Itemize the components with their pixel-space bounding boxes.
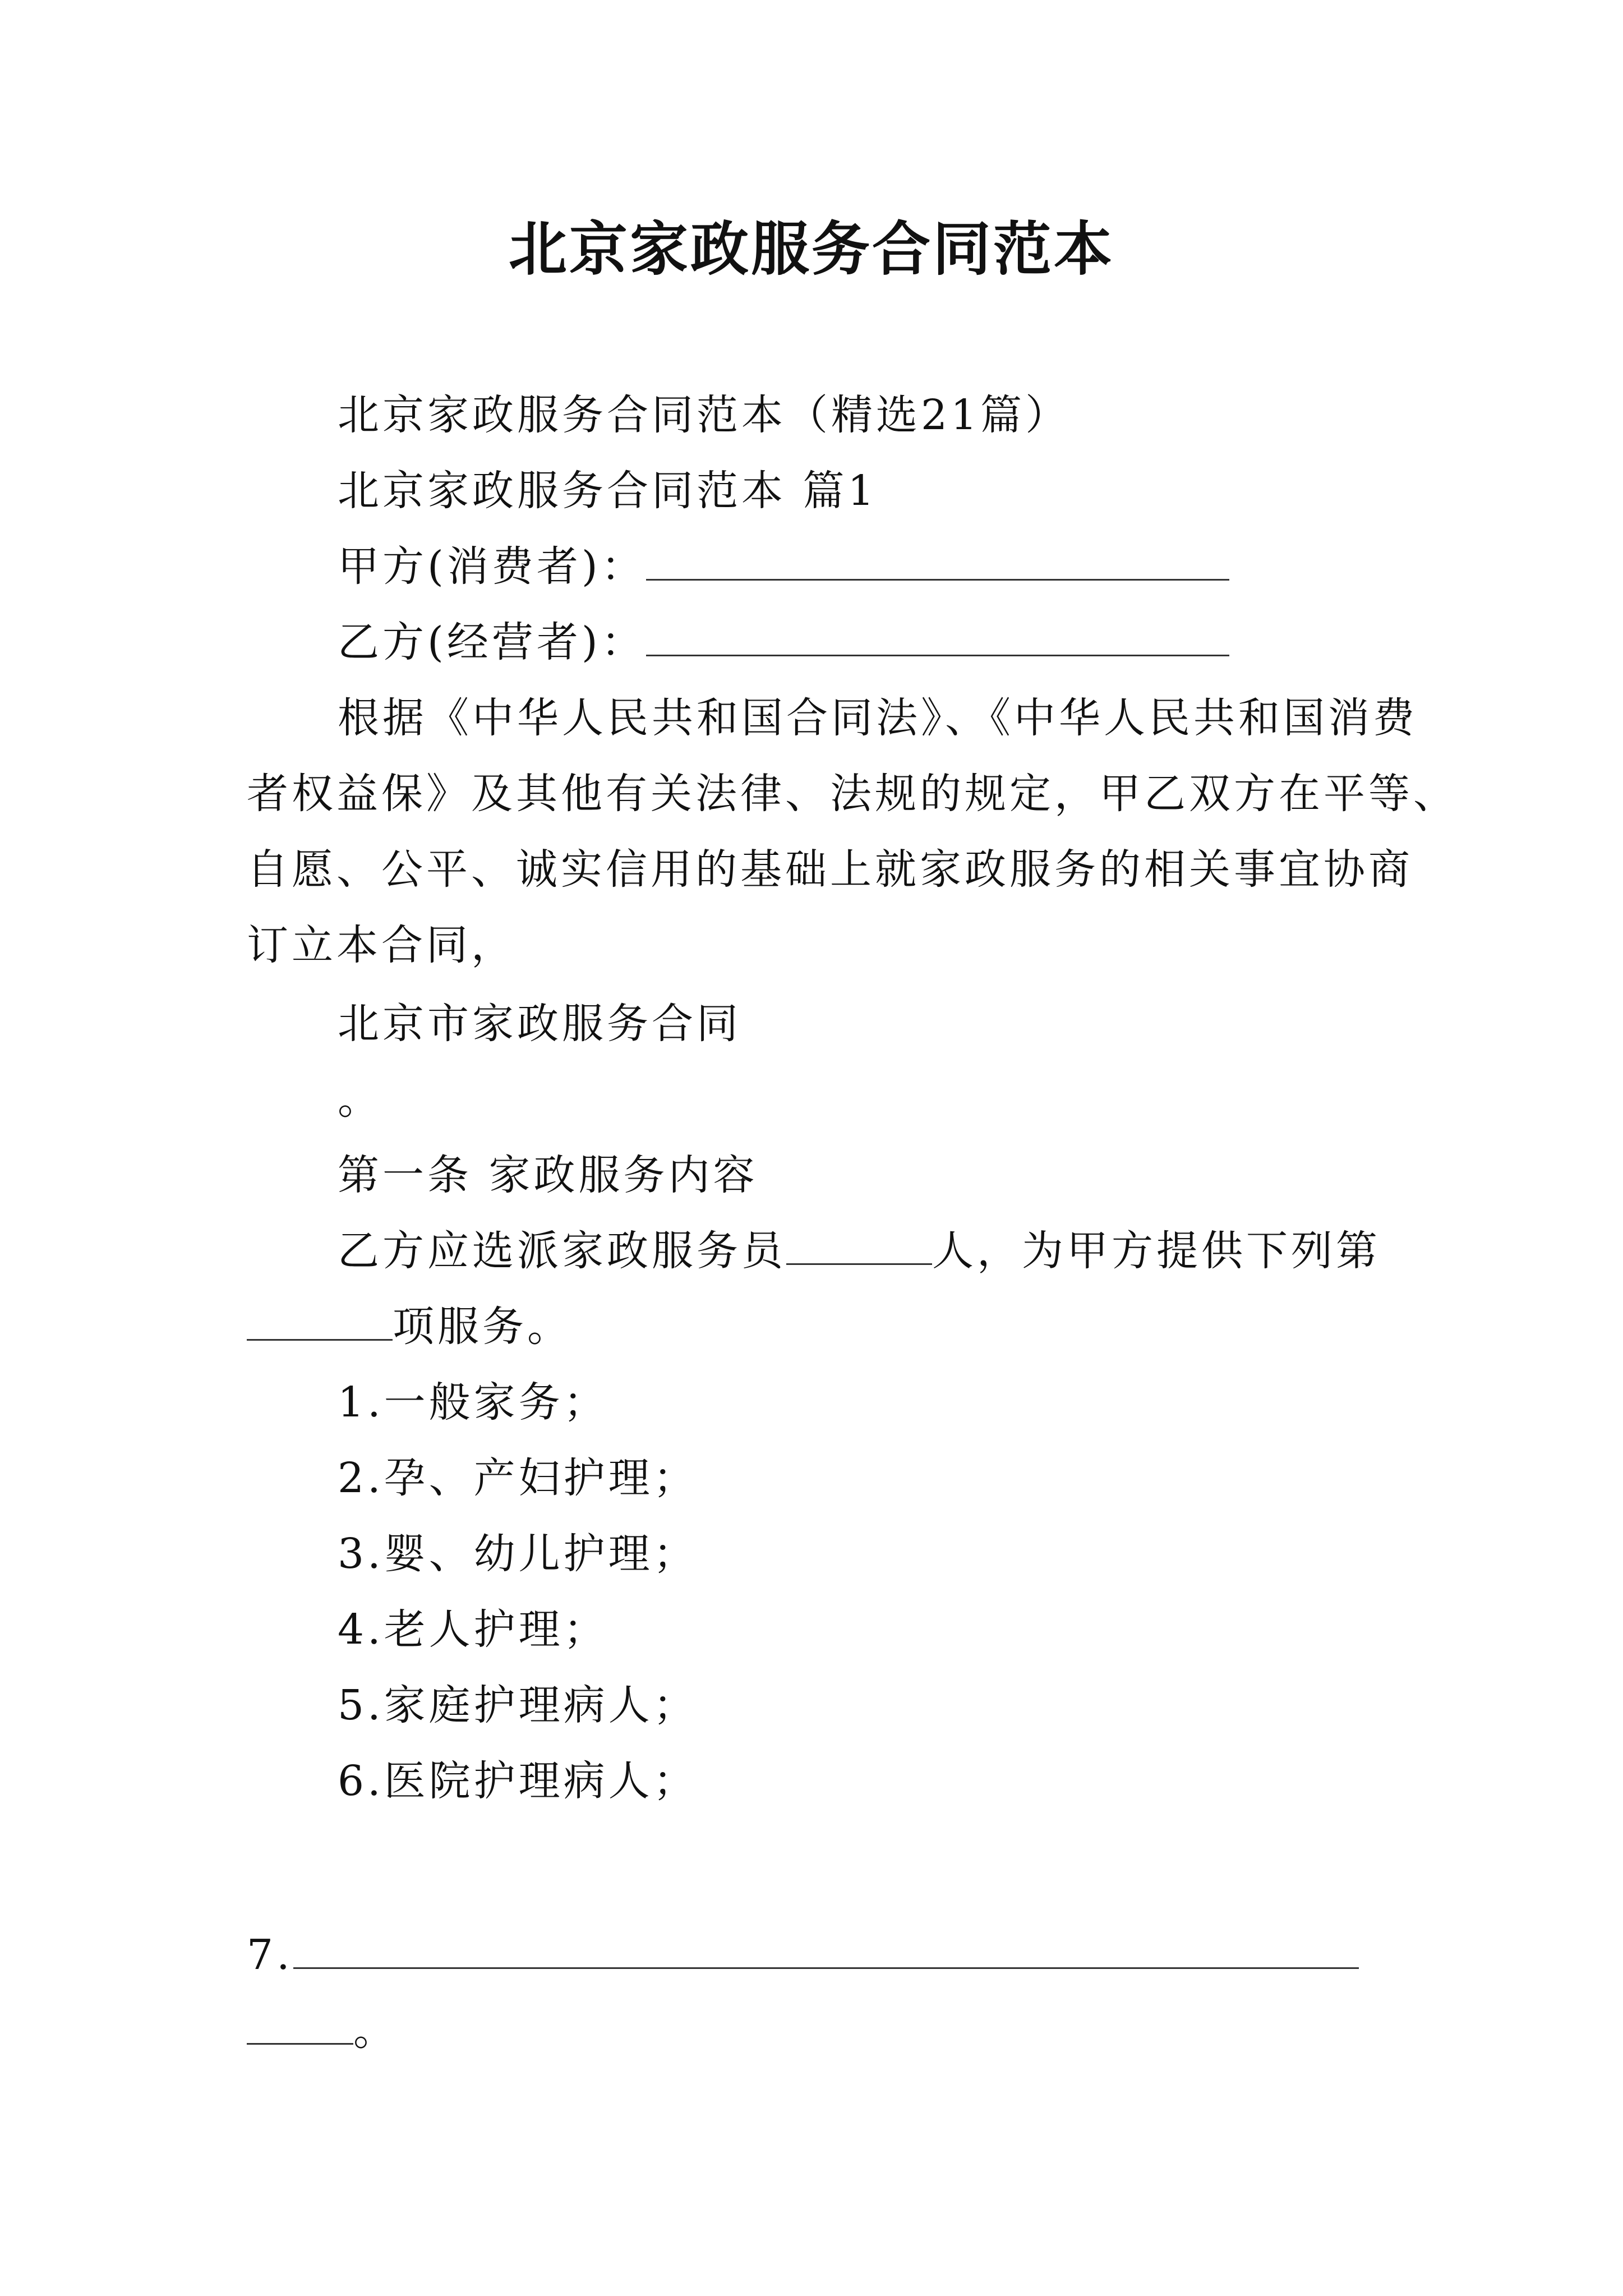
list-item-3: 3.婴、幼儿护理； xyxy=(338,1530,698,1578)
list-item-1: 1.一般家务； xyxy=(338,1378,608,1427)
article-1-heading: 第一条 家政服务内容 xyxy=(338,1151,758,1199)
page-title: 北京家政服务合同范本 xyxy=(508,215,1114,283)
section-heading: 北京家政服务合同范本 篇1 xyxy=(338,467,878,515)
list-item-7-end: 。 xyxy=(353,2007,398,2055)
article-1-line-2 xyxy=(247,1299,572,1355)
service-item-blank[interactable] xyxy=(247,1305,393,1341)
period-mark: 。 xyxy=(338,1075,382,1124)
list-item-7-continuation xyxy=(247,2003,398,2059)
article-1-text-b: 人，为甲方提供下列第 xyxy=(932,1227,1381,1275)
article-1-text-c: 项服务。 xyxy=(393,1303,572,1351)
party-b-blank[interactable] xyxy=(646,621,1229,656)
article-1-line-1 xyxy=(338,1223,1381,1279)
list-item-2: 2.孕、产妇护理； xyxy=(338,1454,698,1502)
contract-name: 北京市家政服务合同 xyxy=(338,1000,741,1048)
party-b-label: 乙方(经营者)： xyxy=(338,618,646,666)
party-a-row xyxy=(338,539,1229,595)
staff-count-blank[interactable] xyxy=(786,1230,932,1265)
list-item-4: 4.老人护理； xyxy=(338,1605,608,1654)
list-item-7-row xyxy=(247,1927,1359,1983)
article-1-text-a: 乙方应选派家政服务员 xyxy=(338,1227,786,1275)
list-item-7-prefix: 7. xyxy=(247,1931,293,1979)
preamble-line-1: 根据《中华人民共和国合同法》、《中华人民共和国消费 xyxy=(338,694,1418,742)
subtitle: 北京家政服务合同范本（精选21篇） xyxy=(338,391,1071,439)
party-a-label: 甲方(消费者)： xyxy=(338,542,646,591)
list-item-5: 5.家庭护理病人； xyxy=(338,1681,698,1729)
item-7-blank[interactable] xyxy=(293,1934,1359,1969)
item-7-blank-continued[interactable] xyxy=(247,2009,353,2045)
party-a-blank[interactable] xyxy=(646,545,1229,581)
preamble-line-2: 者权益保》及其他有关法律、法规的规定，甲乙双方在平等、 xyxy=(247,770,1458,818)
preamble-line-3: 自愿、公平、诚实信用的基础上就家政服务的相关事宜协商 xyxy=(247,845,1413,894)
party-b-row xyxy=(338,614,1229,670)
preamble-line-4: 订立本合同， xyxy=(247,921,516,969)
list-item-6: 6.医院护理病人； xyxy=(338,1757,698,1805)
